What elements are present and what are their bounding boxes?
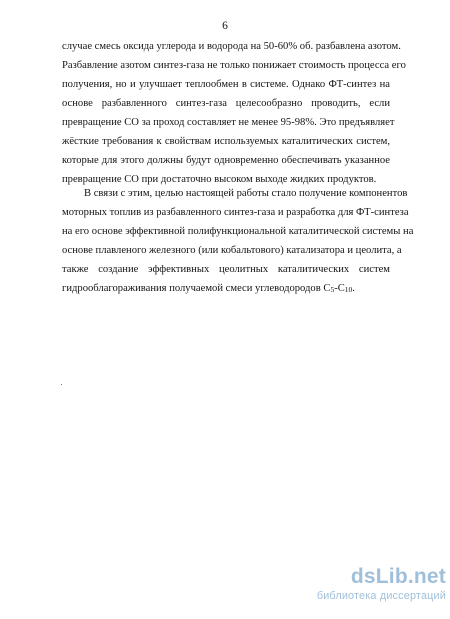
subscript-10: 10 xyxy=(344,285,353,294)
last-line-text: гидрооблагораживания получаемой смеси углеводородов С xyxy=(62,283,331,294)
paragraph-line: превращение СО при достаточно высоком выходе жидких продуктов. xyxy=(62,174,377,185)
watermark-subtitle: библиотека диссертаций xyxy=(316,590,446,602)
page-number: 6 xyxy=(222,20,228,32)
paragraph-line: основе разбавленного синтез-газа целесообразно проводить, если xyxy=(62,98,390,109)
paragraph-line: В связи с этим, целью настоящей работы стало получение компонентов xyxy=(84,188,408,199)
watermark-logo: dsLib.net xyxy=(350,565,446,588)
paragraph-line: превращение СО за проход составляет не менее 95-98%. Это предъявляет xyxy=(62,117,395,128)
paragraph-line: случае смесь оксида углерода и водорода на 50-60% об. разбавлена азотом. xyxy=(62,41,401,52)
period: . xyxy=(352,283,355,294)
scan-dot xyxy=(61,384,62,385)
subscript-5: 5 xyxy=(330,285,335,294)
dash-c: -С xyxy=(334,283,345,294)
paragraph-line: получения, но и улучшает теплообмен в системе. Однако ФТ-синтез на xyxy=(62,79,390,90)
paragraph-line: Разбавление азотом синтез-газа не только понижает стоимость процесса его xyxy=(62,60,406,71)
paragraph-line: жёсткие требования к свойствам используемых каталитических систем, xyxy=(62,136,390,147)
paragraph-line: также создание эффективных цеолитных каталитических систем xyxy=(62,264,390,275)
watermark xyxy=(306,566,446,602)
paragraph-line: на его основе эффективной полифункциональной каталитической системы на xyxy=(62,226,414,237)
paragraph-line: основе плавленого железного (или кобальтового) катализатора и цеолита, а xyxy=(62,245,402,256)
paragraph-line: которые для этого должны будут одновременно обеспечивать указанное xyxy=(62,155,390,166)
paragraph-last-line xyxy=(62,282,390,295)
paragraph-line: моторных топлив из разбавленного синтез-газа и разработка для ФТ-синтеза xyxy=(62,207,409,218)
